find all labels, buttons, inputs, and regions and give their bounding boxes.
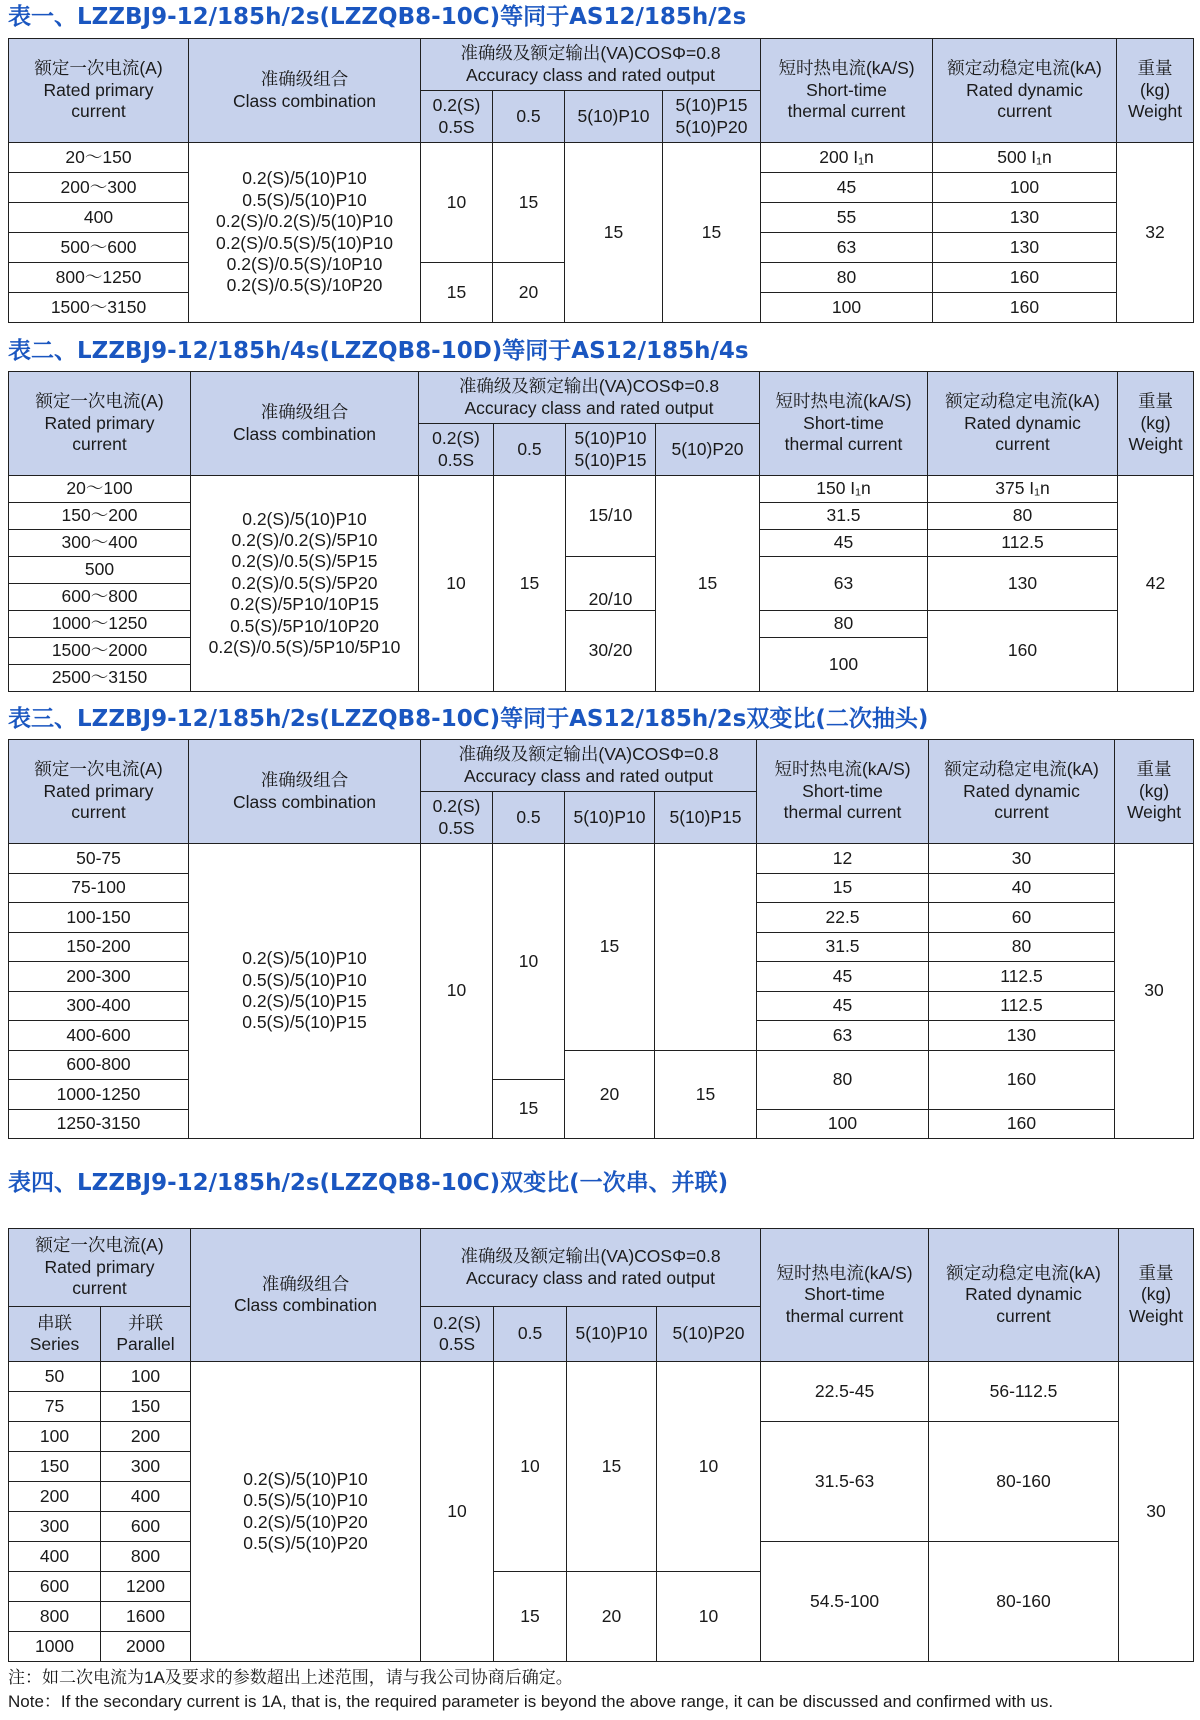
subheader-02s: 0.2(S) 0.5S xyxy=(421,792,493,844)
table-cell: 75-100 xyxy=(9,873,189,903)
table-cell: 60 xyxy=(929,903,1115,933)
table-cell: 200 I₁n xyxy=(761,143,933,173)
table-cell: 80-160 xyxy=(929,1542,1119,1662)
table-cell: 15 xyxy=(663,143,761,323)
table-cell: 500 I₁n xyxy=(933,143,1117,173)
subheader-p20: 5(10)P20 xyxy=(657,1307,761,1362)
table-cell: 80 xyxy=(760,611,928,638)
subheader-series: 串联 Series xyxy=(9,1307,101,1362)
header-accuracy: 准确级及额定输出(VA)COSΦ=0.8 Accuracy class and rated output xyxy=(419,372,760,424)
class-list: 0.2(S)/5(10)P10 0.2(S)/0.2(S)/5P10 0.2(S)/0.5(S)/5P15 0.2(S)/0.5(S)/5P20 0.2(S)/5P10/10P15 0.5(S)/5P10/10P20 0.2(S)/0.5(S)/5P10/5P10 xyxy=(191,476,419,692)
table-cell: 32 xyxy=(1117,143,1194,323)
subheader-05: 0.5 xyxy=(493,792,565,844)
header-accuracy: 准确级及额定输出(VA)COSΦ=0.8 Accuracy class and rated output xyxy=(421,740,757,792)
subheader-p20: 5(10)P20 xyxy=(656,424,760,476)
table-cell: 500 xyxy=(9,557,191,584)
table1 xyxy=(8,38,1194,323)
table-cell: 200 xyxy=(101,1422,191,1452)
header-weight: 重量 (kg) Weight xyxy=(1117,39,1194,143)
table-cell: 300～400 xyxy=(9,530,191,557)
table2 xyxy=(8,371,1194,692)
table-cell: 400 xyxy=(101,1482,191,1512)
header-class-combination: 准确级组合 Class combination xyxy=(189,740,421,844)
table-cell: 100 xyxy=(101,1362,191,1392)
table-cell: 150-200 xyxy=(9,932,189,962)
table-cell: 80 xyxy=(757,1050,929,1109)
table-cell: 800 xyxy=(101,1542,191,1572)
table-cell: 15 xyxy=(421,263,493,323)
subheader-p10-p15: 5(10)P10 5(10)P15 xyxy=(566,424,656,476)
header-class-combination: 准确级组合 Class combination xyxy=(191,1229,421,1362)
table-cell: 300-400 xyxy=(9,991,189,1021)
subheader-parallel: 并联 Parallel xyxy=(101,1307,191,1362)
table-cell: 1200 xyxy=(101,1572,191,1602)
table-cell: 100 xyxy=(9,1422,101,1452)
table-cell: 100 xyxy=(757,1109,929,1139)
table-cell: 150 I₁n xyxy=(760,476,928,503)
table-cell: 160 xyxy=(929,1050,1115,1109)
table-cell: 160 xyxy=(933,263,1117,293)
header-weight: 重量 (kg) Weight xyxy=(1119,1229,1194,1362)
table-cell: 45 xyxy=(757,991,929,1021)
subheader-02s: 0.2(S) 0.5S xyxy=(419,424,494,476)
subheader-p15-p20: 5(10)P15 5(10)P20 xyxy=(663,91,761,143)
header-short-time: 短时热电流(kA/S) Short-time thermal current xyxy=(760,372,928,476)
header-short-time: 短时热电流(kA/S) Short-time thermal current xyxy=(761,39,933,143)
table-cell: 112.5 xyxy=(928,530,1118,557)
table-cell: 375 I₁n xyxy=(928,476,1118,503)
subheader-p10: 5(10)P10 xyxy=(565,792,655,844)
table-cell: 130 xyxy=(929,1021,1115,1051)
table-cell: 10 xyxy=(494,1362,567,1572)
table-cell: 22.5 xyxy=(757,903,929,933)
header-class-combination: 准确级组合 Class combination xyxy=(191,372,419,476)
table-cell: 15 xyxy=(565,844,655,1051)
table-cell: 20 xyxy=(567,1572,657,1662)
table-cell: 30 xyxy=(1119,1362,1194,1662)
table3-title: 表三、LZZBJ9-12/185h/2s(LZZQB8-10C)等同于AS12/185h/2s双变比(二次抽头) xyxy=(8,706,929,732)
table4 xyxy=(8,1228,1194,1662)
header-rated-current: 额定一次电流(A) Rated primary current xyxy=(9,372,191,476)
table-cell: 10 xyxy=(419,476,494,692)
table-cell: 75 xyxy=(9,1392,101,1422)
table-cell: 600 xyxy=(101,1512,191,1542)
table-cell: 400 xyxy=(9,1542,101,1572)
table-cell: 600～800 xyxy=(9,584,191,611)
table-cell: 800～1250 xyxy=(9,263,189,293)
table-cell: 112.5 xyxy=(929,991,1115,1021)
table-cell: 100 xyxy=(933,173,1117,203)
table-cell: 63 xyxy=(757,1021,929,1051)
table-cell: 400-600 xyxy=(9,1021,189,1051)
table4-title: 表四、LZZBJ9-12/185h/2s(LZZQB8-10C)双变比(一次串、并联) xyxy=(8,1170,729,1196)
table-cell: 80 xyxy=(928,503,1118,530)
header-accuracy: 准确级及额定输出(VA)COSΦ=0.8 Accuracy class and rated output xyxy=(421,1229,761,1307)
table-cell: 2000 xyxy=(101,1632,191,1662)
table-cell: 1000 xyxy=(9,1632,101,1662)
table-cell: 80 xyxy=(761,263,933,293)
table-cell: 45 xyxy=(757,962,929,992)
header-weight: 重量 (kg) Weight xyxy=(1118,372,1194,476)
table-cell: 800 xyxy=(9,1602,101,1632)
table-cell: 160 xyxy=(929,1109,1115,1139)
table-cell: 1500～2000 xyxy=(9,638,191,665)
table-cell: 55 xyxy=(761,203,933,233)
header-weight: 重量 (kg) Weight xyxy=(1115,740,1194,844)
class-list: 0.2(S)/5(10)P10 0.5(S)/5(10)P10 0.2(S)/0.2(S)/5(10)P10 0.2(S)/0.5(S)/5(10)P10 0.2(S)/0.5(S)/10P10 0.2(S)/0.5(S)/10P20 xyxy=(189,143,421,323)
header-dynamic: 额定动稳定电流(kA) Rated dynamic current xyxy=(929,1229,1119,1362)
table-cell: 15 xyxy=(757,873,929,903)
table-cell: 1600 xyxy=(101,1602,191,1632)
subheader-p10: 5(10)P10 xyxy=(567,1307,657,1362)
table-cell: 1500～3150 xyxy=(9,293,189,323)
table-cell: 20/10 xyxy=(566,557,656,611)
table-cell: 30/20 xyxy=(566,611,656,692)
table-cell: 50-75 xyxy=(9,844,189,874)
table-cell: 20 xyxy=(565,1050,655,1139)
table-cell: 15 xyxy=(494,1572,567,1662)
table-cell: 300 xyxy=(101,1452,191,1482)
table-cell: 130 xyxy=(933,233,1117,263)
table-cell: 15 xyxy=(493,143,565,263)
subheader-05: 0.5 xyxy=(494,1307,567,1362)
table-cell: 300 xyxy=(9,1512,101,1542)
table-cell: 150 xyxy=(9,1452,101,1482)
table-cell: 1250-3150 xyxy=(9,1109,189,1139)
table-cell: 63 xyxy=(760,557,928,611)
table-cell: 15 xyxy=(656,476,760,692)
table-cell: 10 xyxy=(657,1362,761,1572)
header-accuracy: 准确级及额定输出(VA)COSΦ=0.8 Accuracy class and rated output xyxy=(421,39,761,91)
table-cell: 10 xyxy=(657,1572,761,1662)
header-dynamic: 额定动稳定电流(kA) Rated dynamic current xyxy=(929,740,1115,844)
table-cell: 1000-1250 xyxy=(9,1080,189,1110)
table-cell: 31.5-63 xyxy=(761,1422,929,1542)
table-cell: 10 xyxy=(421,844,493,1139)
table-cell: 31.5 xyxy=(757,932,929,962)
subheader-05: 0.5 xyxy=(494,424,566,476)
table-cell: 20～100 xyxy=(9,476,191,503)
header-rated-current: 额定一次电流(A) Rated primary current xyxy=(9,740,189,844)
table-cell: 200～300 xyxy=(9,173,189,203)
table-cell: 40 xyxy=(929,873,1115,903)
table-cell: 2500～3150 xyxy=(9,665,191,692)
header-dynamic: 额定动稳定电流(kA) Rated dynamic current xyxy=(928,372,1118,476)
table-cell: 10 xyxy=(421,143,493,263)
table-cell: 15 xyxy=(567,1362,657,1572)
header-dynamic: 额定动稳定电流(kA) Rated dynamic current xyxy=(933,39,1117,143)
class-list: 0.2(S)/5(10)P10 0.5(S)/5(10)P10 0.2(S)/5(10)P20 0.5(S)/5(10)P20 xyxy=(191,1362,421,1662)
header-short-time: 短时热电流(kA/S) Short-time thermal current xyxy=(757,740,929,844)
table-cell: 31.5 xyxy=(760,503,928,530)
subheader-02s: 0.2(S) 0.5S xyxy=(421,91,493,143)
table-cell: 42 xyxy=(1118,476,1194,692)
table-cell: 15/10 xyxy=(566,476,656,557)
table1-title: 表一、LZZBJ9-12/185h/2s(LZZQB8-10C)等同于AS12/185h/2s xyxy=(8,4,747,30)
table-cell: 54.5-100 xyxy=(761,1542,929,1662)
table-cell: 10 xyxy=(421,1362,494,1662)
table-cell: 400 xyxy=(9,203,189,233)
table-cell: 30 xyxy=(929,844,1115,874)
table-cell: 30 xyxy=(1115,844,1194,1139)
table-cell: 12 xyxy=(757,844,929,874)
subheader-p15: 5(10)P15 xyxy=(655,792,757,844)
table-cell: 600-800 xyxy=(9,1050,189,1080)
table-cell: 130 xyxy=(933,203,1117,233)
table-cell: 20～150 xyxy=(9,143,189,173)
header-rated-current: 额定一次电流(A) Rated primary current xyxy=(9,1229,191,1307)
table-cell: 45 xyxy=(760,530,928,557)
table-cell: 160 xyxy=(928,611,1118,692)
table-cell: 160 xyxy=(933,293,1117,323)
table-cell: 500～600 xyxy=(9,233,189,263)
table-cell: 150～200 xyxy=(9,503,191,530)
subheader-p10: 5(10)P10 xyxy=(565,91,663,143)
table-cell: 20 xyxy=(493,263,565,323)
table-cell: 15 xyxy=(655,1050,757,1139)
table-cell: 15 xyxy=(494,476,566,692)
header-rated-current: 额定一次电流(A) Rated primary current xyxy=(9,39,189,143)
table-cell: 200 xyxy=(9,1482,101,1512)
note-en: Note：If the secondary current is 1A, that is, the required parameter is beyond the above range, it can be discussed and confirmed with us. xyxy=(8,1692,1054,1711)
table-cell: 15 xyxy=(565,143,663,323)
table-cell: 100 xyxy=(760,638,928,692)
header-short-time: 短时热电流(kA/S) Short-time thermal current xyxy=(761,1229,929,1362)
table2-title: 表二、LZZBJ9-12/185h/4s(LZZQB8-10D)等同于AS12/185h/4s xyxy=(8,338,749,364)
class-list: 0.2(S)/5(10)P10 0.5(S)/5(10)P10 0.2(S)/5(10)P15 0.5(S)/5(10)P15 xyxy=(189,844,421,1139)
table-cell: 63 xyxy=(761,233,933,263)
table-cell: 130 xyxy=(928,557,1118,611)
table-cell xyxy=(655,844,757,1051)
table-cell: 100 xyxy=(761,293,933,323)
table-cell: 80 xyxy=(929,932,1115,962)
table3 xyxy=(8,739,1194,1139)
table-cell: 50 xyxy=(9,1362,101,1392)
table-cell: 22.5-45 xyxy=(761,1362,929,1422)
table-cell: 56-112.5 xyxy=(929,1362,1119,1422)
subheader-05: 0.5 xyxy=(493,91,565,143)
table-cell: 80-160 xyxy=(929,1422,1119,1542)
table-cell: 200-300 xyxy=(9,962,189,992)
table-cell: 15 xyxy=(493,1080,565,1139)
note-cn: 注：如二次电流为1A及要求的参数超出上述范围，请与我公司协商后确定。 xyxy=(8,1668,573,1687)
table-cell: 600 xyxy=(9,1572,101,1602)
subheader-02s: 0.2(S) 0.5S xyxy=(421,1307,494,1362)
table-cell: 1000～1250 xyxy=(9,611,191,638)
table-cell: 100-150 xyxy=(9,903,189,933)
table-cell: 10 xyxy=(493,844,565,1080)
table-cell: 112.5 xyxy=(929,962,1115,992)
table-cell: 45 xyxy=(761,173,933,203)
header-class-combination: 准确级组合 Class combination xyxy=(189,39,421,143)
table-cell: 150 xyxy=(101,1392,191,1422)
